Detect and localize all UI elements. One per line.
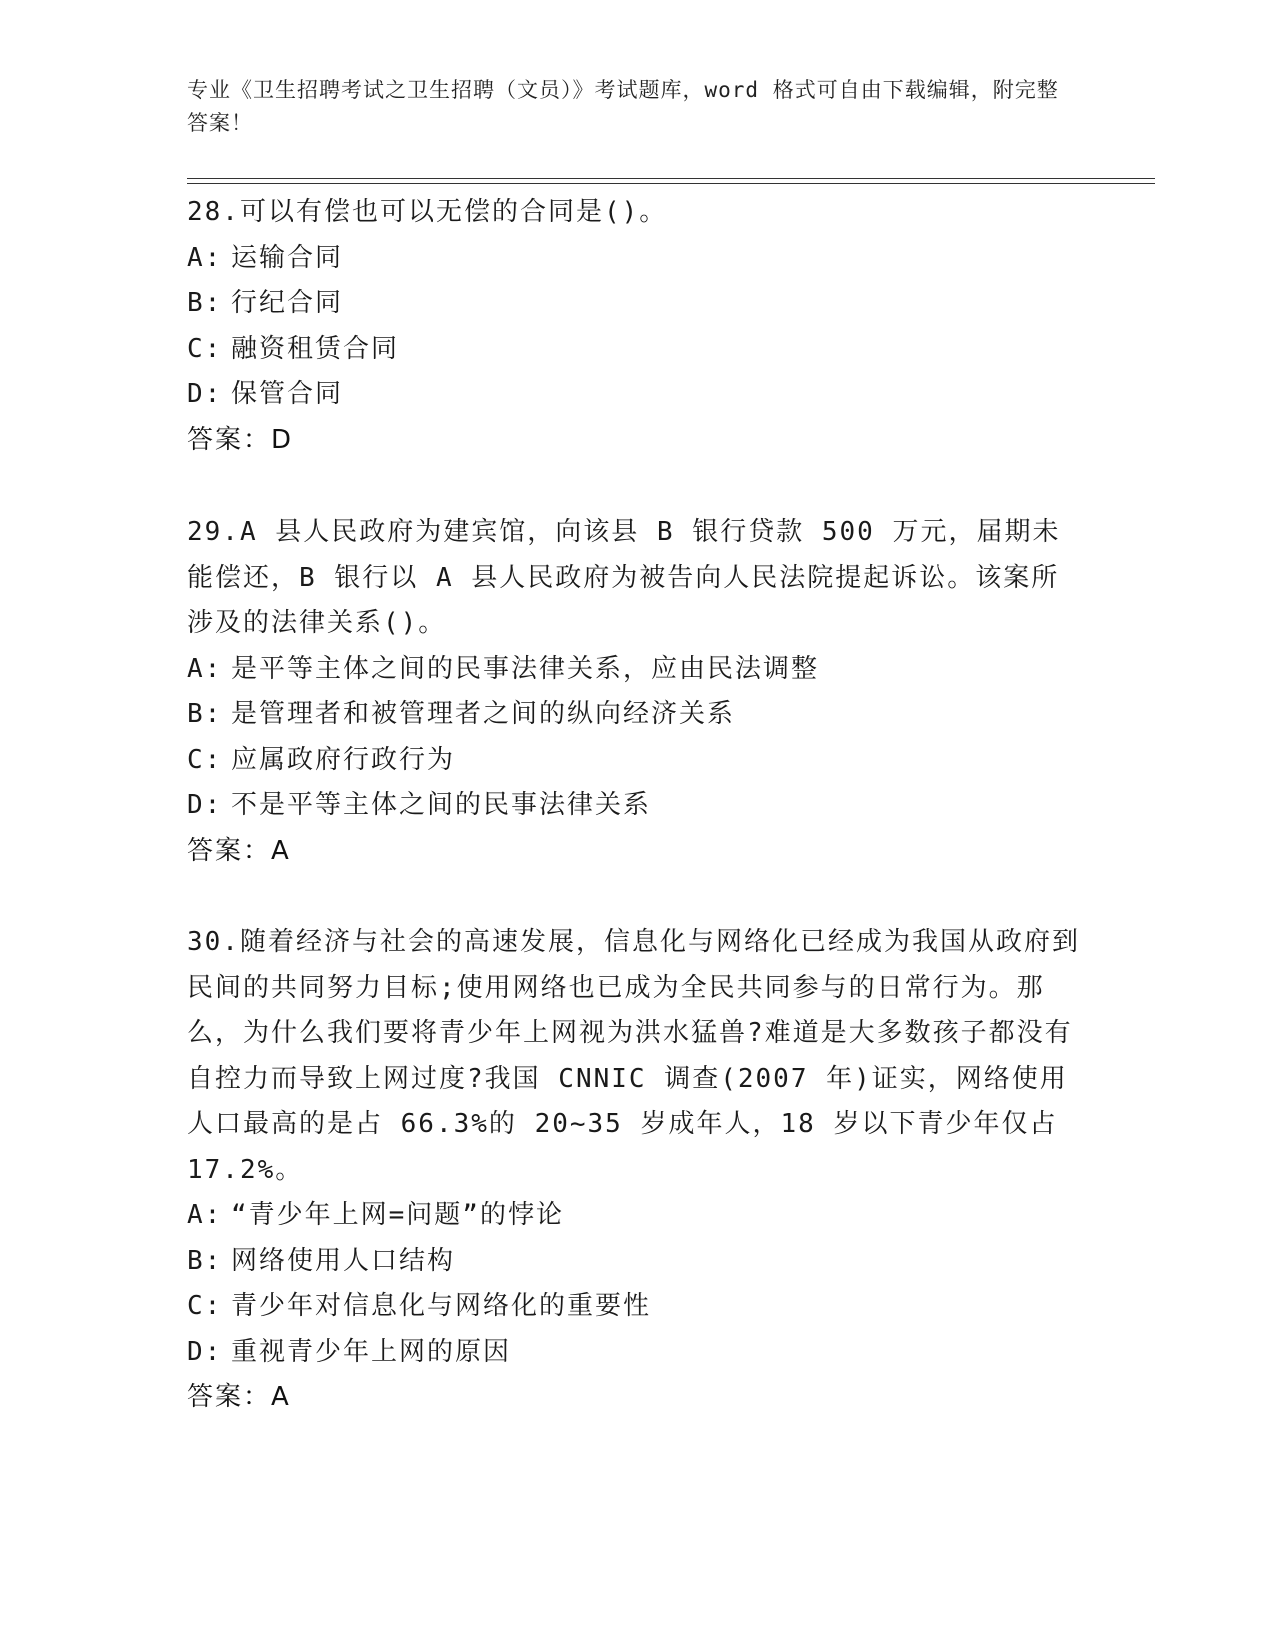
option-text: 青少年对信息化与网络化的重要性 xyxy=(231,1291,652,1321)
option-letter: C: xyxy=(187,744,223,775)
question-stem: 28.可以有偿也可以无偿的合同是()。 xyxy=(187,197,668,227)
option-a xyxy=(187,1193,1087,1239)
option-text: 保管合同 xyxy=(231,379,344,409)
option-c xyxy=(187,1284,1087,1330)
option-a xyxy=(187,647,1087,693)
option-text: 网络使用人口结构 xyxy=(231,1245,456,1276)
option-d xyxy=(187,783,1087,829)
option-c xyxy=(187,327,1087,373)
option-letter: C: xyxy=(187,333,223,364)
option-text: 行纪合同 xyxy=(231,288,344,318)
option-letter: A: xyxy=(187,1200,223,1230)
answer-line: 答案：A xyxy=(187,1382,291,1412)
option-text: 运输合同 xyxy=(231,242,344,273)
option-text: 是平等主体之间的民事法律关系，应由民法调整 xyxy=(231,653,820,684)
option-text: 重视青少年上网的原因 xyxy=(231,1336,512,1367)
option-b xyxy=(187,692,1087,738)
question-28 xyxy=(187,190,1087,463)
option-d xyxy=(187,372,1087,418)
option-letter: B: xyxy=(187,1245,223,1276)
option-b xyxy=(187,281,1087,327)
option-letter: D: xyxy=(187,379,223,409)
option-b xyxy=(187,1239,1087,1285)
option-letter: C: xyxy=(187,1291,223,1321)
header-divider-bottom xyxy=(187,183,1155,184)
question-29 xyxy=(187,510,1087,874)
question-stem: 29.A 县人民政府为建宾馆，向该县 B 银行贷款 500 万元，届期未能偿还，B 银行以 A 县人民政府为被告向人民法院提起诉讼。该案所涉及的法律关系()。 xyxy=(187,517,1061,638)
option-text: 不是平等主体之间的民事法律关系 xyxy=(231,790,652,820)
header-divider-top xyxy=(187,178,1155,179)
answer-line: 答案：A xyxy=(187,835,291,866)
option-letter: B: xyxy=(187,699,223,729)
option-d xyxy=(187,1330,1087,1376)
option-letter: D: xyxy=(187,790,223,820)
option-letter: A: xyxy=(187,242,223,273)
option-text: 是管理者和被管理者之间的纵向经济关系 xyxy=(231,699,736,729)
option-letter: A: xyxy=(187,653,223,684)
answer-line: 答案：D xyxy=(187,424,294,455)
option-letter: B: xyxy=(187,288,223,318)
option-text: 应属政府行政行为 xyxy=(231,744,456,775)
option-letter: D: xyxy=(187,1336,223,1367)
question-stem: 30.随着经济与社会的高速发展，信息化与网络化已经成为我国从政府到民间的共同努力目标;使用网络也已成为全民共同参与的日常行为。那么，为什么我们要将青少年上网视为洪水猛兽?难道是大多数孩子都没有自控力而导致上网过度?我国 CNNIC 调查(2007 年)证实，网络使用人口最高的是占 66.3%的 20~35 岁成年人，18 岁以下青少年仅占 17.2%。 xyxy=(187,927,1080,1185)
option-c xyxy=(187,738,1087,784)
question-30 xyxy=(187,920,1087,1421)
option-text: “青少年上网=问题”的悖论 xyxy=(231,1200,564,1230)
document-header: 专业《卫生招聘考试之卫生招聘（文员）》考试题库，word 格式可自由下载编辑，附完整答案！ xyxy=(187,78,1059,135)
option-a xyxy=(187,236,1087,282)
option-text: 融资租赁合同 xyxy=(231,333,400,364)
